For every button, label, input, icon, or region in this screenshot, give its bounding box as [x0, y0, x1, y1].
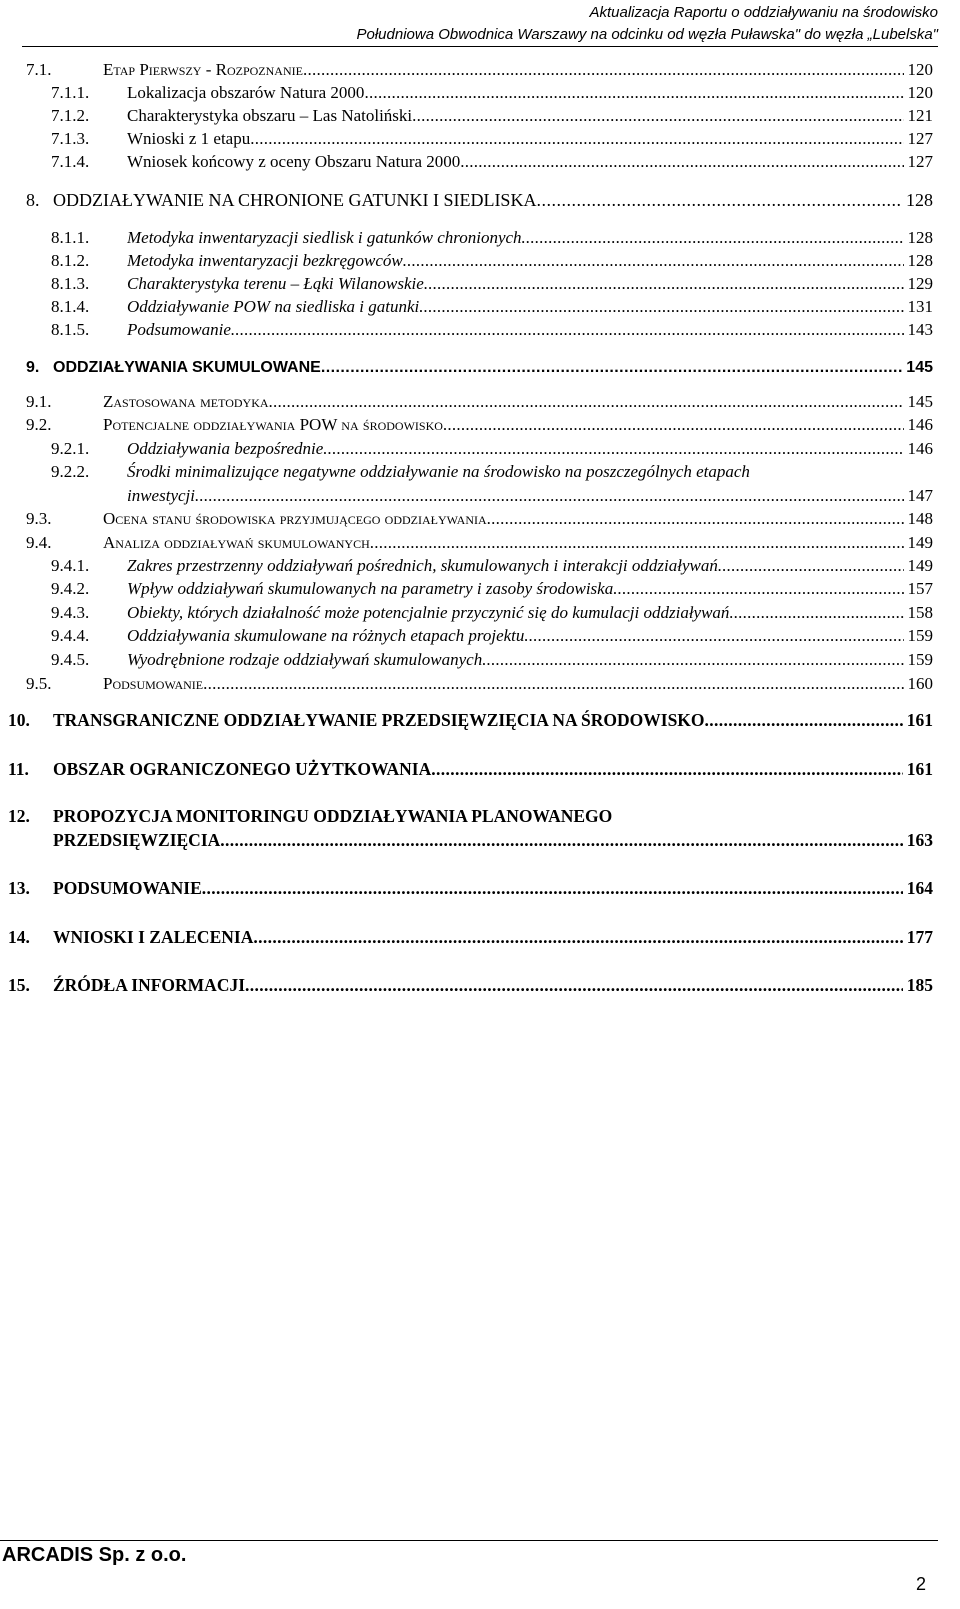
toc-number: 9.2.1. — [51, 439, 90, 458]
toc-entry-9-2-1[interactable] — [51, 437, 933, 461]
toc-page: 145 — [906, 359, 933, 376]
toc-leader — [245, 973, 903, 997]
toc-leader — [220, 828, 902, 852]
toc-number: 8.1.4. — [51, 297, 90, 316]
toc-title: Wnioski z 1 etapu — [127, 129, 251, 148]
toc-page: 128 — [906, 190, 933, 210]
toc-leader — [269, 390, 904, 414]
toc-leader — [482, 648, 903, 672]
toc-title: ODDZIAŁYWANIE NA CHRONIONE GATUNKI I SIEDLISKA — [53, 190, 537, 210]
toc-title: Podsumowanie — [127, 320, 231, 339]
toc-title: Obiekty, których działalność może potencjalnie przyczynić się do kumulacji oddziaływań — [127, 603, 730, 622]
toc-page: 131 — [907, 297, 933, 316]
toc-entry-14[interactable] — [8, 925, 933, 949]
toc-entry-9-4-4[interactable] — [51, 624, 933, 648]
running-header — [356, 2, 938, 46]
toc-entry-8-1-4[interactable] — [51, 295, 933, 319]
toc-entry-7-1-2[interactable] — [51, 104, 933, 128]
toc-leader — [195, 484, 904, 508]
toc-entry-9-1[interactable] — [26, 390, 933, 414]
toc-number: 8. — [26, 190, 40, 210]
toc-title: Etap Pierwszy - Rozpoznanie — [103, 60, 303, 79]
toc-title: WNIOSKI I ZALECENIA — [53, 927, 254, 947]
toc-title: Metodyka inwentaryzacji siedlisk i gatunków chronionych — [127, 228, 522, 247]
toc-entry-8-1-2[interactable] — [51, 249, 933, 273]
toc-entry-9-5[interactable] — [26, 672, 933, 696]
toc-leader — [419, 295, 903, 319]
toc-leader — [370, 531, 904, 555]
toc-page: 147 — [907, 486, 933, 505]
toc-number: 12. — [8, 806, 30, 826]
toc-number: 8.1.3. — [51, 274, 90, 293]
toc-entry-8-1-3[interactable] — [51, 272, 933, 296]
toc-page: 143 — [907, 320, 933, 339]
toc-number: 11. — [8, 759, 29, 779]
header-line-2: Południowa Obwodnica Warszawy na odcinku od węzła Puławska" do węzła „Lubelska" — [356, 26, 938, 43]
toc-number: 9.4.2. — [51, 579, 90, 598]
toc-number: 7.1.4. — [51, 152, 90, 171]
toc-entry-7-1-3[interactable] — [51, 127, 933, 151]
toc-page: 127 — [907, 152, 933, 171]
toc-number: 9.4.4. — [51, 626, 90, 645]
toc-number: 8.1.5. — [51, 320, 90, 339]
toc-number: 14. — [8, 927, 30, 947]
toc-leader — [323, 437, 903, 461]
toc-page: 146 — [907, 415, 933, 434]
toc-leader — [303, 58, 904, 82]
toc-number: 13. — [8, 878, 30, 898]
toc-entry-9-2[interactable] — [26, 413, 933, 437]
toc-leader — [705, 708, 903, 732]
toc-entry-10[interactable] — [8, 708, 933, 732]
toc-page: 121 — [907, 106, 933, 125]
toc-leader — [424, 272, 904, 296]
toc-page: 163 — [906, 830, 933, 850]
toc-entry-13[interactable] — [8, 876, 933, 900]
toc-page: 185 — [906, 975, 933, 995]
toc-title: ŹRÓDŁA INFORMACJI — [53, 975, 246, 995]
toc-number: 7.1.1. — [51, 83, 90, 102]
toc-entry-9-4[interactable] — [26, 531, 933, 555]
toc-number: 9.4.5. — [51, 650, 90, 669]
toc-leader — [202, 876, 903, 900]
toc-title: Oddziaływanie POW na siedliska i gatunki — [127, 297, 420, 316]
toc-number: 7.1. — [26, 60, 52, 79]
toc-page: 120 — [907, 83, 933, 102]
footer-company: ARCADIS Sp. z o.o. — [2, 1544, 187, 1566]
toc-leader — [718, 554, 904, 578]
toc-page: 148 — [907, 509, 933, 528]
toc-page: 146 — [907, 439, 933, 458]
toc-entry-8[interactable] — [26, 188, 933, 212]
toc-title: Wniosek końcowy z oceny Obszaru Natura 2000 — [127, 152, 461, 171]
toc-number: 8.1.1. — [51, 228, 90, 247]
toc-page: 149 — [907, 556, 933, 575]
toc-leader — [460, 150, 903, 174]
toc-page: 128 — [907, 228, 933, 247]
toc-page: 159 — [907, 650, 933, 669]
toc-page: 177 — [906, 927, 933, 947]
toc-title: Zastosowana metodyka — [103, 392, 269, 411]
toc-title: Charakterystyka terenu – Łąki Wilanowskie — [127, 274, 424, 293]
toc-title: Podsumowanie — [103, 674, 204, 693]
toc-leader — [403, 249, 904, 273]
toc-title: Metodyka inwentaryzacji bezkręgowców — [127, 251, 403, 270]
header-line-1: Aktualizacja Raportu o oddziaływaniu na środowisko — [589, 4, 938, 21]
header-divider — [22, 46, 938, 47]
toc-page: 145 — [907, 392, 933, 411]
toc-page: 164 — [906, 878, 933, 898]
toc-number: 7.1.2. — [51, 106, 90, 125]
toc-page: 158 — [907, 603, 933, 622]
toc-leader — [253, 925, 902, 949]
toc-number: 9.3. — [26, 509, 52, 528]
toc-page: 149 — [907, 533, 933, 552]
footer-divider — [0, 1540, 938, 1541]
toc-entry-9-3[interactable] — [26, 507, 933, 531]
toc-title: PODSUMOWANIE — [53, 878, 202, 898]
toc-number: 8.1.2. — [51, 251, 90, 270]
toc-title: PRZEDSIĘWZIĘCIA — [53, 830, 221, 850]
toc-page: 127 — [907, 129, 933, 148]
toc-entry-12[interactable] — [8, 804, 933, 852]
toc-entry-9-4-1[interactable] — [51, 554, 933, 578]
toc-page: 161 — [906, 759, 933, 779]
toc-entry-9-4-2[interactable] — [51, 577, 933, 601]
toc-title: Oddziaływania skumulowane na różnych etapach projektu — [127, 626, 525, 645]
toc-entry-8-1-5[interactable] — [51, 318, 933, 342]
toc-entry-8-1-1[interactable] — [51, 226, 933, 250]
toc-title: Charakterystyka obszaru – Las Natoliński — [127, 106, 413, 125]
toc-page: 160 — [907, 674, 933, 693]
toc-title: Analiza oddziaływań skumulowanych — [103, 533, 370, 552]
toc-leader — [321, 356, 902, 380]
toc-entry-9[interactable] — [26, 356, 933, 380]
toc-number: 9.1. — [26, 392, 52, 411]
toc-entry-7-1-4[interactable] — [51, 150, 933, 174]
toc-entry-7-1[interactable] — [26, 58, 933, 82]
toc-number: 9. — [26, 359, 40, 376]
toc-title: Oddziaływania bezpośrednie — [127, 439, 324, 458]
toc-title: OBSZAR OGRANICZONEGO UŻYTKOWANIA — [53, 759, 432, 779]
toc-number: 9.2. — [26, 415, 52, 434]
toc-page: 128 — [907, 251, 933, 270]
toc-entry-7-1-1[interactable] — [51, 81, 933, 105]
toc-leader — [250, 127, 903, 151]
toc-leader — [231, 318, 904, 342]
toc-title: Wyodrębnione rodzaje oddziaływań skumulowanych — [127, 650, 483, 669]
toc-entry-15[interactable] — [8, 973, 933, 997]
toc-number: 9.4. — [26, 533, 52, 552]
toc-title: TRANSGRANICZNE ODDZIAŁYWANIE PRZEDSIĘWZIĘCIA NA ŚRODOWISKO — [53, 710, 705, 730]
toc-page: 157 — [907, 579, 933, 598]
toc-title: Wpływ oddziaływań skumulowanych na parametry i zasoby środowiska — [127, 579, 614, 598]
toc-title: Ocena stanu środowiska przyjmującego oddziaływania — [103, 509, 487, 528]
toc-number: 9.5. — [26, 674, 52, 693]
toc-leader — [431, 757, 903, 781]
toc-number: 9.2.2. — [51, 462, 90, 481]
toc-page: 120 — [907, 60, 933, 79]
toc-title: Potencjalne oddziaływania POW na środowisko — [103, 415, 443, 434]
toc-page: 129 — [907, 274, 933, 293]
toc-title-line-1: PROPOZYCJA MONITORINGU ODDZIAŁYWANIA PLANOWANEGO — [53, 806, 613, 826]
toc-title: Lokalizacja obszarów Natura 2000 — [127, 83, 365, 102]
toc-leader — [443, 413, 904, 437]
toc-page: 161 — [906, 710, 933, 730]
toc-leader — [524, 624, 903, 648]
toc-leader — [729, 601, 903, 625]
page-number: 2 — [915, 1574, 926, 1594]
toc-leader — [536, 188, 902, 212]
toc-title: ODDZIAŁYWANIA SKUMULOWANE — [53, 359, 321, 376]
toc-entry-9-2-2[interactable] — [51, 460, 933, 508]
toc-entry-9-4-5[interactable] — [51, 648, 933, 672]
toc-entry-9-4-3[interactable] — [51, 601, 933, 625]
toc-leader — [364, 81, 903, 105]
toc-title: Zakres przestrzenny oddziaływań pośrednich, skumulowanych i interakcji oddziaływań — [127, 556, 718, 575]
toc-number: 7.1.3. — [51, 129, 90, 148]
toc-title: inwestycji — [127, 486, 195, 505]
toc-leader — [522, 226, 904, 250]
toc-number: 9.4.1. — [51, 556, 90, 575]
toc-page: 159 — [907, 626, 933, 645]
toc-leader — [487, 507, 904, 531]
toc-leader — [412, 104, 903, 128]
toc-leader — [203, 672, 903, 696]
toc-number: 15. — [8, 975, 30, 995]
toc-leader — [613, 577, 903, 601]
toc-number: 9.4.3. — [51, 603, 90, 622]
toc-entry-11[interactable] — [8, 757, 933, 781]
toc-number: 10. — [8, 710, 30, 730]
toc-title-line-1: Środki minimalizujące negatywne oddziaływanie na środowisko na poszczególnych etapach — [127, 462, 750, 481]
